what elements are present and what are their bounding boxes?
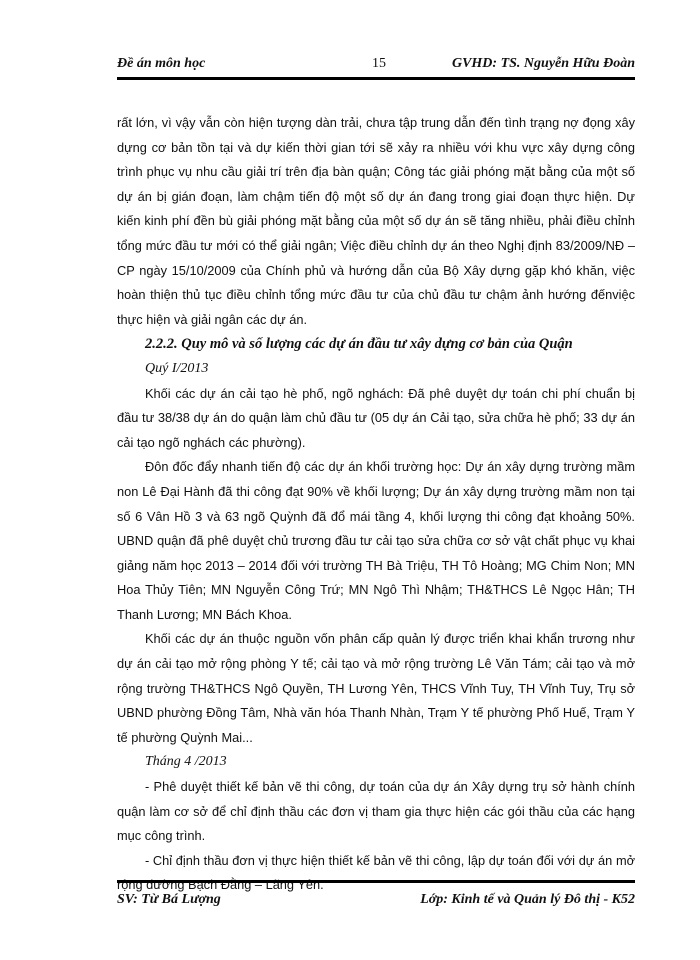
header-supervisor: GVHD: TS. Nguyễn Hữu Đoàn <box>451 56 635 71</box>
paragraph-decentralized: Khối các dự án thuộc nguồn vốn phân cấp quản lý được triển khai khẩn trương như dự án cải tạo mở rộng phòng Y tế; cải tạo và mở rộng trường Lê Văn Tám; cải tạo và mở rộng trường TH&THCS Ngô Quyền, TH Lương Yên, THCS Vĩnh Tuy, TH Vĩnh Tuy, Trụ sở UBND phường Đồng Tâm, Nhà văn hóa Thanh Nhàn, Trạm Y tế phường Phố Huế, Trạm Y tế phường Quỳnh Mai... <box>117 631 635 745</box>
section-heading: 2.2.2. Quy mô và số lượng các dự án đầu tư xây dựng cơ bản của Quận <box>145 336 573 353</box>
intro-paragraph: rất lớn, vì vậy vẫn còn hiện tượng dàn trải, chưa tập trung dẫn đến tình trạng nợ đọng xây dựng cơ bản tồn tại và dự kiến thời gian tới sẽ xảy ra nhiều với khu vực xây dựng công trình phục vụ nhu cầu giải trí trên địa bàn quận; Công tác giải phóng mặt bằng của một số dự án bị gián đoạn, làm chậm tiến độ một số dự án đang trong giai đoạn thực hiện. Dự kiến kinh phí đền bù giải phóng mặt bằng của một số dự án sẽ tăng nhiều, phải điều chỉnh tổng mức đầu tư mới có thể giải ngân; Việc điều chỉnh dự án theo Nghị định 83/2009/NĐ – CP ngày 15/10/2009 của Chính phủ và hướng dẫn của Bộ Xây dựng gặp khó khăn, việc hoàn thiện thủ tục điều chỉnh tổng mức đầu tư của chủ đầu tư chậm ảnh hướng đếnviệc thực hiện và giải ngân các dự án. <box>117 115 635 327</box>
page-body <box>117 111 635 898</box>
footer-student: SV: Từ Bá Lượng <box>117 892 221 907</box>
header-course-title: Đề án môn học <box>117 56 206 71</box>
page-footer <box>117 892 635 914</box>
paragraph-renovation: Khối các dự án cải tạo hè phố, ngõ nghách: Đã phê duyệt dự toán chi phí chuẩn bị đầu tư 38/38 dự án do quận làm chủ đầu tư (05 dự án Cải tạo, sửa chữa hè phố; 33 dự án cải tạo ngõ nghách các phường). <box>117 385 635 450</box>
footer-rule <box>117 880 635 883</box>
footer-class: Lớp: Kinh tế và Quản lý Đô thị - K52 <box>420 892 635 907</box>
page-number: 15 <box>372 56 386 71</box>
paragraph-approval: - Phê duyệt thiết kế bản vẽ thi công, dự toán của dự án Xây dựng trụ sở hành chính quận làm cơ sở để chỉ định thầu các đơn vị tham gia thực hiện các gói thầu của các hạng mục công trình. <box>117 779 635 844</box>
paragraph-appointment: - Chỉ định thầu đơn vị thực hiện thiết kế bản vẽ thi công, lập dự toán đối với dự án mở rộng đường Bạch Đằng – Lãng Yên. <box>117 852 635 893</box>
page-header <box>117 56 635 78</box>
subheading-april: Tháng 4 /2013 <box>145 754 227 770</box>
subheading-quarter-1: Quý I/2013 <box>145 360 209 376</box>
paragraph-schools: Đôn đốc đẩy nhanh tiến độ các dự án khối trường học: Dự án xây dựng trường mầm non Lê Đại Hành đã thi công đạt 90% về khối lượng; Dự án xây dựng trường mầm non tại số 6 Vân Hồ 3 và 63 ngõ Quỳnh đã đổ mái tầng 4, khối lượng thi công đạt khoảng 50%. UBND quận đã phê duyệt chủ trương đầu tư cải tạo sửa chữa cơ sở vật chất phục vụ khai giảng năm học 2013 – 2014 đối với trường TH Bà Triệu, TH Tô Hoàng; MG Chim Non; MN Hoa Thủy Tiên; MN Nguyễn Công Trứ; MN Ngô Thì Nhậm; TH&THCS Lê Ngọc Hân; TH Thanh Lương; MN Bách Khoa. <box>117 459 635 622</box>
header-rule <box>117 77 635 80</box>
